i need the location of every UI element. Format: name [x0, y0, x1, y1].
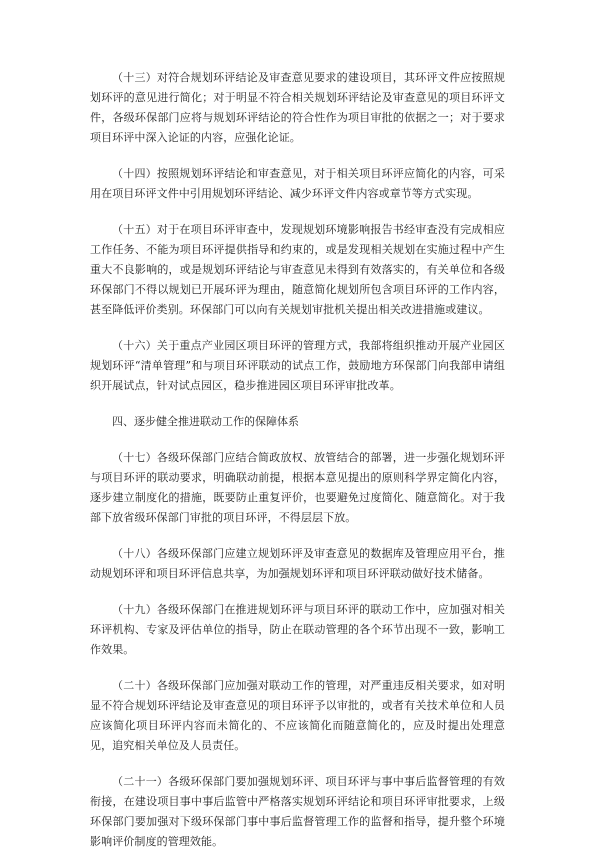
- paragraph-16: （十六）关于重点产业园区项目环评的管理方式，我部将组织推动开展产业园区规划环评“清单管理”和与项目环评联动的试点工作，鼓励地方环保部门向我部申请组织开展试点，针对试点园区，稳步推进园区项目环评审批改革。: [90, 339, 505, 392]
- paragraph-13: （十三）对符合规划环评结论及审查意见要求的建设项目，其环评文件应按照规划环评的意见进行简化；对于明显不符合相关规划环评结论及审查意见的项目环评文件，各级环保部门应将与规划环评结论的符合性作为项目审批的依据之一；对于要求项目环评中深入论证的内容，应强化论证。: [90, 71, 505, 144]
- paragraph-14: （十四）按照规划环评结论和审查意见，对于相关项目环评应简化的内容，可采用在项目环评文件中引用规划环评结论、减少环评文件内容或章节等方式实现。: [90, 167, 505, 200]
- paragraph-19: （十九）各级环保部门在推进规划环评与项目环评的联动工作中，应加强对相关环评机构、专家及评估单位的指导，防止在联动管理的各个环节出现不一致，影响工作效果。: [90, 603, 505, 656]
- paragraph-15: （十五）对于在项目环评审查中，发现规划环境影响报告书经审查没有完成相应工作任务、不能为项目环评提供指导和约束的，或是发现相关规划在实施过程中产生重大不良影响的，或是规划环评结论与审查意见未得到有效落实的，有关单位和各级环保部门不得以规划已开展环评为理由，随意简化规划所包含项目环评的工作内容，甚至降低评价类别。环保部门可以向有关规划审批机关提出相关改进措施或建议。: [90, 223, 505, 316]
- paragraph-21: （二十一）各级环保部门要加强规划环评、项目环评与事中事后监督管理的有效衔接，在建设项目事中事后监管中严格落实规划环评结论和项目环评审批要求，上级环保部门要加强对下级环保部门事中事后监督管理工作的监督和指导，提升整个环境影响评价制度的管理效能。: [90, 775, 505, 848]
- paragraph-18: （十八）各级环保部门应建立规划环评及审查意见的数据库及管理应用平台，推动规划环评和项目环评信息共享，为加强规划环评和项目环评联动做好技术储备。: [90, 547, 505, 580]
- paragraph-20: （二十）各级环保部门应加强对联动工作的管理，对严重违反相关要求，如对明显不符合规划环评结论及审查意见的项目环评予以审批的，或者有关技术单位和人员应该简化项目环评内容而未简化的、不应该简化而随意简化的，应及时提出处理意见，追究相关单位及人员责任。: [90, 679, 505, 752]
- section-heading: 四、逐步健全推进联动工作的保障体系: [112, 415, 299, 428]
- document-body: [90, 68, 505, 868]
- paragraph-17: （十七）各级环保部门应结合简政放权、放管结合的部署，进一步强化规划环评与项目环评的联动要求，明确联动前提，根据本意见提出的原则科学界定简化内容，逐步建立制度化的措施，既要防止重复评价，也要避免过度简化、随意简化。对于我部下放省级环保部门审批的项目环评，不得层层下放。: [90, 451, 505, 524]
